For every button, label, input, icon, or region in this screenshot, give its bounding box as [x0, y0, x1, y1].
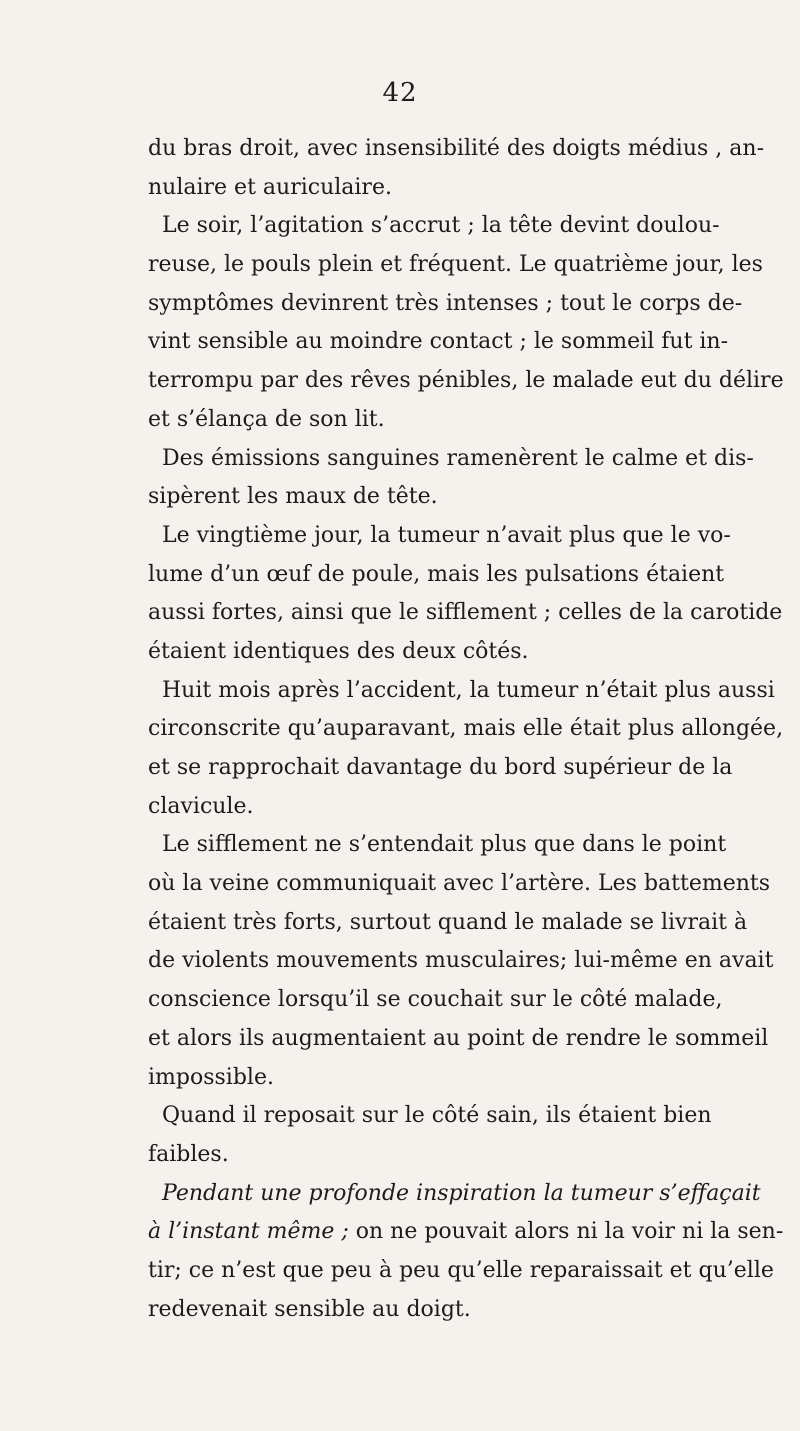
italic-phrase: à l’instant même ;: [148, 1219, 349, 1245]
text-line: étaient identiques des deux côtés.: [148, 638, 529, 664]
text-line: symptômes devinrent très intenses ; tout le corps de-: [148, 290, 743, 316]
text-line: Le sifflement ne s’entendait plus que dans le point: [162, 832, 727, 858]
text-line: impossible.: [148, 1064, 274, 1090]
text-line: et se rapprochait davantage du bord supérieur de la: [148, 755, 733, 780]
text-line: et alors ils augmentaient au point de rendre le sommeil: [148, 1025, 769, 1051]
text-line: et s’élança de son lit.: [148, 406, 385, 432]
text-line: Le vingtième jour, la tumeur n’avait plus que le vo-: [162, 522, 731, 548]
text-line: reuse, le pouls plein et fréquent. Le quatrième jour, les: [148, 252, 763, 278]
text-line: de violents mouvements musculaires; lui-même en avait: [148, 948, 774, 974]
text-line: clavicule.: [148, 793, 254, 819]
text-line: circonscrite qu’auparavant, mais elle était plus allongée,: [148, 716, 784, 742]
text-line: conscience lorsqu’il se couchait sur le côté malade,: [148, 987, 723, 1013]
text-line: sipèrent les maux de tête.: [148, 484, 438, 510]
text-line: nulaire et auriculaire.: [148, 174, 392, 200]
text-line: aussi fortes, ainsi que le sifflement ; celles de la carotide: [148, 600, 783, 626]
text-line: étaient très forts, surtout quand le malade se livrait à: [148, 909, 748, 935]
text-line: lume d’un œuf de poule, mais les pulsations étaient: [148, 561, 725, 587]
text-line: redevenait sensible au doigt.: [148, 1296, 471, 1322]
text-line: du bras droit, avec insensibilité des doigts médius , an-: [148, 136, 764, 161]
text-line: [148, 1213, 784, 1252]
text-fragment: on ne pouvait alors ni la voir ni la sen-: [348, 1219, 784, 1245]
text-line: Le soir, l’agitation s’accrut ; la tête devint doulou-: [162, 213, 720, 239]
text-line: faibles.: [148, 1141, 229, 1167]
text-line: Quand il reposait sur le côté sain, ils étaient bien: [162, 1103, 712, 1129]
text-line: Huit mois après l’accident, la tumeur n’était plus aussi: [162, 677, 775, 703]
page-number: 42: [382, 78, 418, 108]
italic-text-line: Pendant une profonde inspiration la tumeur s’effaçait: [162, 1180, 761, 1206]
text-line: Des émissions sanguines ramenèrent le calme et dis-: [162, 445, 754, 471]
text-line: où la veine communiquait avec l’artère. Les battements: [148, 871, 771, 897]
text-line: terrompu par des rêves pénibles, le malade eut du délire: [148, 368, 784, 394]
text-line: tir; ce n’est que peu à peu qu’elle reparaissait et qu’elle: [148, 1257, 774, 1283]
text-line: vint sensible au moindre contact ; le sommeil fut in-: [148, 329, 729, 355]
body-text: [148, 130, 784, 1329]
